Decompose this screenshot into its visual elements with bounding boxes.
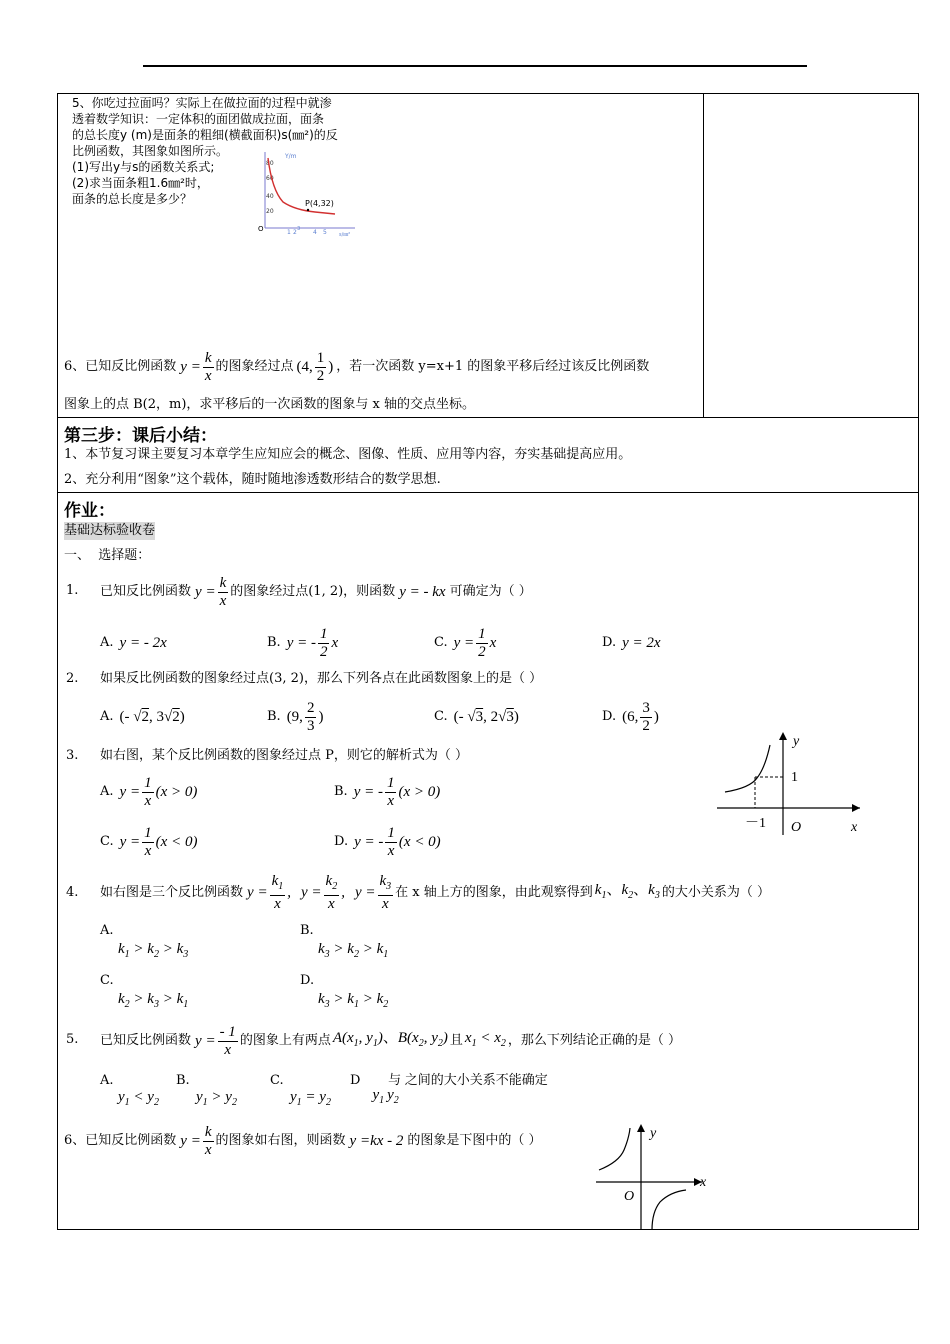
hw-q1-option-b-label: B. (267, 635, 281, 650)
hw-q1-option-c-label: C. (434, 635, 448, 650)
hw-q3-option-a-formula: y = $\frac{1}{x}$ (x > 0) (119, 774, 198, 809)
hw-q3-option-a[interactable] (100, 770, 197, 814)
hw-q6-curve-left (599, 1128, 630, 1170)
hw-q5-option-d-with: 与 (388, 1073, 402, 1088)
hw-title: 作业： (64, 501, 115, 521)
q5-graph-ytick-20: 20 (266, 208, 274, 215)
hw-q5-option-b-formula: $y_1 > y_2$ (196, 1089, 237, 1108)
q5-graph-ytick-40: 40 (266, 193, 274, 200)
q5-graph-xtick-2: 2 (293, 229, 297, 236)
q5-graph-xtick-5: 5 (323, 229, 327, 236)
q6-text-b: 的图象经过点 (215, 359, 294, 374)
row-divider-1 (57, 417, 919, 418)
step3-p2: 2、充分利用“图象”这个载体，随时随地渗透数形结合的数学思想. (64, 472, 441, 487)
hw-q5-condition: $x_1 < x_2$ (464, 1030, 506, 1049)
hw-q6-text-b: 的图象如右图，则函数 (215, 1133, 346, 1148)
table-border-right (918, 93, 919, 1230)
hw-q1-option-d[interactable] (602, 628, 661, 658)
hw-q3-option-b-formula: y = - $\frac{1}{x}$ (x > 0) (353, 774, 441, 809)
hw-q1-option-b-formula: y = - $\frac{1}{2}$ x (286, 625, 339, 660)
hw-q4-formula-1: y = $\frac{k_1}{x}$ , (247, 873, 291, 912)
hw-q3-graph-y: y (793, 734, 800, 749)
hw-q5-option-b[interactable] (176, 1072, 237, 1112)
table-border-top (57, 93, 919, 94)
hw-q4-text-c: 的大小关系为（ ） (661, 885, 770, 900)
hw-q4-option-b-label: B. (300, 923, 314, 938)
hw-q5-num: 5. (66, 1032, 79, 1047)
hw-q6-graph (594, 1122, 714, 1230)
q5-graph-xlabel: s/㎜² (339, 232, 351, 238)
q6-point: (4, $\frac{1}{2}$ ) (296, 349, 334, 384)
q5-graph-xtick-4: 4 (313, 229, 317, 236)
q6-line-2: 图象上的点 B(2，m)，求平移后的一次函数的图象与 x 轴的交点坐标。 (64, 397, 476, 412)
hw-q2-option-a-formula: (- √2, 3√2) (119, 709, 185, 725)
hw-q3-graph-neg1: －1 (745, 816, 766, 831)
q5-graph-ytick-60: 60 (266, 175, 274, 182)
q5-line-6: (2)求当面条粗1.6㎜²时， (72, 176, 209, 190)
hw-q1-option-a-label: A. (100, 635, 114, 650)
hw-q5-option-b-label: B. (176, 1073, 190, 1088)
q5-line-4: 比例函数，其图象如图所示。 (72, 144, 229, 158)
hw-q3-option-d[interactable] (334, 820, 441, 864)
header-rule (143, 65, 807, 67)
hw-q3-graph-o: O (791, 820, 802, 835)
hw-q5-text-a: 已知反比例函数 (100, 1033, 192, 1048)
hw-q5-option-d-y2: $y_2$ (387, 1087, 399, 1106)
q6-formula: y = $\frac{k}{x}$ (180, 349, 212, 384)
hw-q4-option-d-formula: $k_3 > k_1 > k_2$ (318, 991, 389, 1010)
hw-q3-option-c-formula: y = $\frac{1}{x}$ (x < 0) (119, 824, 198, 859)
q5-line-1: 5、你吃过拉面吗？实际上在做拉面的过程中就渗 (72, 96, 332, 110)
hw-q4-text-b: 在 x 轴上方的图象，由此观察得到 (395, 885, 593, 900)
hw-q5-option-d-text: 之间的大小关系不能确定 (404, 1073, 548, 1088)
hw-q3-curve (725, 745, 770, 792)
hw-q4-option-a-formula: $k_1 > k_2 > k_3$ (118, 941, 189, 960)
q5-graph-point-p (307, 209, 309, 211)
hw-q5-option-d[interactable] (350, 1072, 548, 1110)
hw-q4-formula-2: y = $\frac{k_2}{x}$ , (300, 873, 345, 912)
hw-q3-num: 3. (66, 748, 79, 763)
hw-q1-option-d-label: D. (602, 635, 617, 650)
hw-q5-text-b: 的图象上有两点 (239, 1033, 331, 1048)
table-border-left (57, 93, 58, 1230)
hw-q1-option-a[interactable] (100, 628, 167, 658)
hw-q4-text-a: 如右图是三个反比例函数 (100, 885, 244, 900)
hw-q5-points: $A(x_1$, $y_1$)、$B(x_2$, $y_2$) (332, 1030, 448, 1049)
hw-q3-option-a-label: A. (100, 784, 114, 799)
hw-q1-option-c[interactable] (434, 622, 496, 664)
hw-q3-option-b[interactable] (334, 770, 440, 814)
hw-q5-option-d-label: D (350, 1073, 361, 1088)
step3-p1: 1、本节复习课主要复习本章学生应知应会的概念、图像、性质、应用等内容，夯实基础提高应用。 (64, 447, 632, 462)
hw-q6-graph-x: x (700, 1175, 707, 1190)
hw-q5-option-c-label: C. (270, 1073, 284, 1088)
hw-q5-option-c[interactable] (270, 1072, 331, 1112)
hw-q6-curve-right (652, 1190, 686, 1230)
hw-q5-option-a-label: A. (100, 1073, 114, 1088)
q5-line-2: 透着数学知识：一定体积的面团做成拉面，面条 (72, 112, 325, 126)
hw-q5-option-a[interactable] (100, 1072, 159, 1112)
hw-q1-text-b: 的图象经过点(1, 2)，则函数 (230, 584, 396, 599)
hw-q3-option-c[interactable] (100, 820, 197, 864)
hw-q6-graph-o: O (624, 1189, 635, 1204)
hw-q2-option-d-formula: (6, $\frac{3}{2}$ ) (622, 699, 659, 734)
hw-q5-option-c-formula: $y_1 = y_2$ (290, 1089, 331, 1108)
q6-line-1 (64, 345, 704, 389)
hw-section: 一、 选择题： (64, 548, 151, 563)
q5-graph-origin: O (258, 225, 264, 233)
q5-line-7: 面条的总长度是多少？ (72, 192, 193, 206)
step3-title: 第三步：课后小结： (64, 426, 217, 446)
hw-q4-num: 4. (66, 885, 79, 900)
hw-q4-option-a-label: A. (100, 923, 114, 938)
hw-subtitle: 基础达标验收卷 (64, 523, 156, 538)
hw-q4-option-c[interactable] (100, 972, 188, 1014)
hw-q6-text-c: 的图象是下图中的（ ） (407, 1133, 542, 1148)
hw-q5-option-a-formula: $y_1 < y_2$ (118, 1089, 159, 1108)
hw-q4-option-b-formula: $k_3 > k_2 > k_1$ (318, 941, 389, 960)
hw-q1-option-d-formula: y = 2x (622, 635, 661, 651)
hw-q2-option-b[interactable] (267, 696, 323, 738)
hw-q4-option-c-formula: $k_2 > k_3 > k_1$ (118, 991, 189, 1010)
hw-q6-formula-1: y = $\frac{k}{x}$ (180, 1123, 212, 1158)
hw-q2-option-b-label: B. (267, 709, 281, 724)
q5-graph-xtick-3: 3 (297, 226, 301, 232)
hw-q4-formula-3: y = $\frac{k_3}{x}$ (354, 873, 392, 912)
hw-q6-graph-y: y (650, 1126, 657, 1141)
hw-q5-text-d: ，那么下列结论正确的是（ ） (507, 1033, 681, 1048)
hw-q2-option-c-label: C. (434, 709, 448, 724)
hw-q1-option-c-formula: y = $\frac{1}{2}$ x (453, 625, 497, 660)
q6-text-a: 6、已知反比例函数 (64, 359, 177, 374)
hw-q1-text-c: 可确定为（ ） (449, 584, 532, 599)
hw-q3-option-d-formula: y = - $\frac{1}{x}$ (x < 0) (354, 824, 441, 859)
q5-graph-ytick-80: 80 (266, 160, 274, 167)
q5-graph-ylabel: Y/m (285, 153, 297, 160)
hw-q3-graph-one: 1 (791, 770, 798, 785)
hw-q2-stem: 如果反比例函数的图象经过点(3, 2)，那么下列各点在此函数图象上的是（ ） (100, 671, 543, 686)
hw-q4-ks: $k_1$、$k_2$、$k_3$ (594, 882, 660, 901)
hw-q2-option-c[interactable] (434, 702, 519, 732)
hw-q2-option-a-label: A. (100, 709, 114, 724)
hw-q5-stem (100, 1018, 681, 1064)
hw-q1-text-a: 已知反比例函数 (100, 584, 192, 599)
q5-graph (255, 150, 365, 238)
hw-q6-text-a: 6、已知反比例函数 (64, 1133, 177, 1148)
q5-graph-point-label: P(4,32) (305, 199, 334, 208)
hw-q1-formula-1: y = $\frac{k}{x}$ (195, 574, 227, 609)
hw-q4-option-d[interactable] (300, 972, 388, 1014)
hw-q4-option-a[interactable] (100, 922, 188, 964)
hw-q5-text-c: 且 (449, 1033, 463, 1048)
hw-q5-option-d-y1: $y_1$ (372, 1087, 385, 1106)
hw-q5-formula: y = $\frac{- 1}{x}$ (195, 1023, 236, 1058)
q5-graph-xtick-1: 1 (287, 229, 291, 236)
hw-q3-graph (715, 730, 865, 840)
hw-q2-option-d[interactable] (602, 696, 659, 738)
hw-q2-num: 2. (66, 671, 79, 686)
hw-q3-option-b-label: B. (334, 784, 348, 799)
row-divider-2 (57, 492, 919, 493)
hw-q1-option-a-formula: y = - 2x (119, 635, 167, 651)
q5-line-5: (1)写出y与s的函数关系式; (72, 160, 215, 174)
hw-q6-stem (64, 1118, 542, 1164)
hw-q3-stem: 如右图，某个反比例函数的图象经过点 P，则它的解析式为（ ） (100, 748, 469, 763)
hw-q4-option-b[interactable] (300, 922, 388, 964)
hw-q4-option-d-label: D. (300, 973, 315, 988)
hw-q3-graph-x: x (851, 820, 858, 835)
q5-line-3: 的总长度y (m)是面条的粗细(横截面积)s(㎜²)的反 (72, 128, 338, 142)
hw-q6-formula-2: y =kx - 2 (349, 1133, 404, 1149)
hw-q3-option-c-label: C. (100, 834, 114, 849)
hw-q3-option-d-label: D. (334, 834, 349, 849)
hw-q1-formula-2: y = - kx (399, 584, 446, 600)
hw-q1-option-b[interactable] (267, 622, 338, 664)
hw-q2-option-d-label: D. (602, 709, 617, 724)
q6-text-c: ，若一次函数 y=x+1 的图象平移后经过该反比例函数 (336, 359, 650, 374)
hw-q1-stem (100, 570, 532, 614)
hw-q2-option-a[interactable] (100, 702, 185, 732)
hw-q4-option-c-label: C. (100, 973, 114, 988)
hw-q4-stem (100, 870, 770, 916)
table-border-bottom (57, 1229, 919, 1230)
hw-q1-num: 1. (66, 583, 79, 598)
hw-q2-option-b-formula: (9, $\frac{2}{3}$ ) (286, 699, 324, 734)
hw-q2-option-c-formula: (- √3, 2√3) (453, 709, 519, 725)
